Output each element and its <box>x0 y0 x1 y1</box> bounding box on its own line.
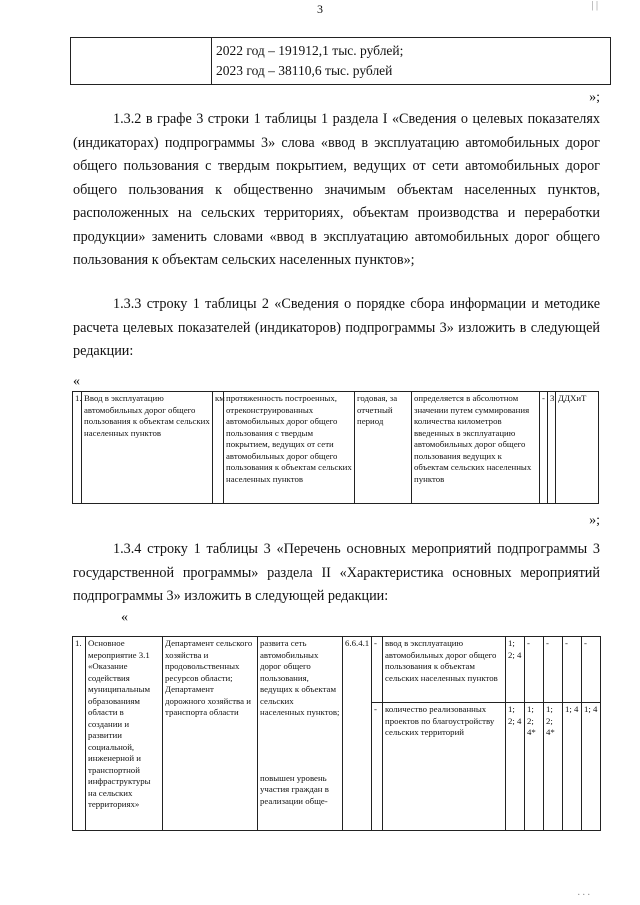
funding-box <box>70 37 611 85</box>
scan-mark-top: | | <box>591 0 598 11</box>
measures-table <box>72 636 601 831</box>
paragraph-1-3-4: 1.3.4 строку 1 таблицы 3 «Перечень основных мероприятий подпрограммы 3 государственной программы» раздела II «Характеристика основных мероприятий подпрограммы 3» изложить в следующей редакции: <box>73 541 600 604</box>
value-b-5: 1; 4 <box>582 703 601 831</box>
page-number: 3 <box>317 2 323 16</box>
value-a-1: 1; 2; 4 <box>506 637 525 703</box>
value-a-2: - <box>525 637 544 703</box>
source-cell: ДДХиТ <box>556 392 599 504</box>
value-b-1: 1; 2; 4 <box>506 703 525 831</box>
paragraph-1-3-3: 1.3.3 строку 1 таблицы 2 «Сведения о порядке сбора информации и методике расчета целевых показателей (индикаторов) подпрограммы 3» изложить в следующей редакции: <box>73 296 600 359</box>
value-a-5: - <box>582 637 601 703</box>
row-number: 1. <box>73 637 86 831</box>
indicator-method-table <box>72 391 599 504</box>
method-cell: определяется в абсолютном значении путем суммирования количества километров введенных в эксплуатацию автомобильных дорог общего пользования ведущих к объектам сельских населенных пунктов <box>412 392 540 504</box>
indicator-b: количество реализованных проектов по благоустройству сельских территорий <box>383 703 506 831</box>
funding-2023: 2023 год – 38110,6 тыс. рублей <box>216 63 393 78</box>
result-top-text: развита сеть автомобильных дорог общего пользования, ведущих к объектам сельских населенных пунктов; <box>260 638 340 717</box>
value-b-4: 1; 4 <box>563 703 582 831</box>
measure-cell: Основное мероприятие 3.1 «Оказание содействия муниципальным образованиям области в создании и развитии социальной, инженерной и транспортной инфраструктуры на сельских территориях» <box>86 637 163 831</box>
funding-box-left-cell <box>71 38 212 85</box>
value-a-4: - <box>563 637 582 703</box>
closing-quote-2: »; <box>589 513 600 528</box>
funding-2022: 2022 год – 191912,1 тыс. рублей; <box>216 43 404 58</box>
unit-cell: км <box>213 392 224 504</box>
dash-cell-a: - <box>372 637 383 703</box>
closing-quote-1: »; <box>589 90 600 105</box>
value-a-3: - <box>544 637 563 703</box>
row-number: 1. <box>73 392 82 504</box>
result-bottom-text: повышен уровень участия граждан в реализации обще- <box>260 772 329 806</box>
result-cell <box>258 637 343 831</box>
indicator-name: Ввод в эксплуатацию автомобильных дорог общего пользования к объектам сельских населенных пунктов <box>82 392 213 504</box>
opening-quote-2: « <box>121 610 128 625</box>
paragraph-1-3-2: 1.3.2 в графе 3 строки 1 таблицы 1 раздела I «Сведения о целевых показателях (индикаторах) подпрограммы 3» слова «ввод в эксплуатацию автомобильных дорог общего пользования с твердым покрытием, ведущих от сети автомобильных дорог общего пользования к общественно значимым объектам населенных пунктов, расположенных на сельских территориях, объектам производства и переработки продукции» заменить словами «ввод в эксплуатацию автомобильных дорог общего пользования к объектам сельских населенных пунктов»; <box>73 111 600 268</box>
value-b-3: 1; 2; 4* <box>544 703 563 831</box>
opening-quote-1: « <box>73 374 80 389</box>
table-row <box>73 637 601 703</box>
executor-cell: Департамент сельского хозяйства и продовольственных ресурсов области; Департамент дорожного хозяйства и транспорта области <box>163 637 258 831</box>
funding-box-right-cell <box>212 38 611 85</box>
scan-mark-bottom: . . . <box>577 887 590 898</box>
value-b-2: 1; 2; 4* <box>525 703 544 831</box>
indicator-a: ввод в эксплуатацию автомобильных дорог общего пользования к объектам сельских населенных пунктов <box>383 637 506 703</box>
code-cell: 6.6.4.1 <box>343 637 372 831</box>
table-row <box>73 392 599 504</box>
dash-cell-b: - <box>372 703 383 831</box>
dash-cell: - <box>540 392 548 504</box>
number-cell: 3 <box>548 392 556 504</box>
periodicity-cell: годовая, за отчетный период <box>355 392 412 504</box>
definition-cell: протяженность построенных, отреконструированных автомобильных дорог общего пользования с твердым покрытием, ведущих от сети автомобильных дорог общего пользования к объектам сельских населенных пунктов <box>224 392 355 504</box>
